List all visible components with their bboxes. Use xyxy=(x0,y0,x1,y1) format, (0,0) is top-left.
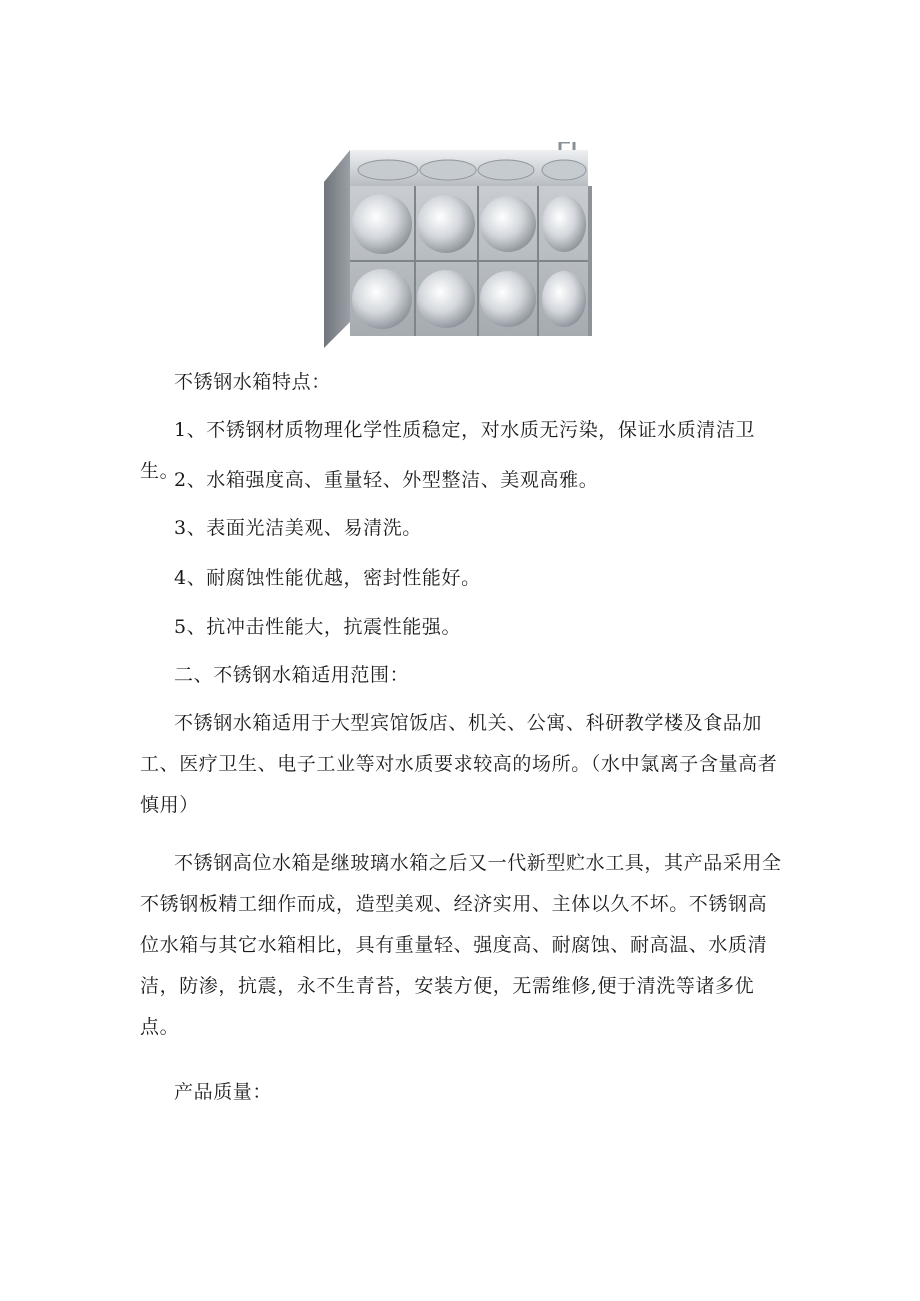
water-tank-image xyxy=(320,142,600,350)
feature-item-2: 2、水箱强度高、重量轻、外型整洁、美观高雅。 xyxy=(174,469,599,491)
scope-heading: 二、不锈钢水箱适用范围： xyxy=(174,664,410,686)
description-paragraph: 不锈钢高位水箱是继玻璃水箱之后又一代新型贮水工具，其产品采用全不锈钢板精工细作而成，造型美观、经济实用、主体以久不坏。不锈钢高位水箱与其它水箱相比，具有重量轻、强度高、耐腐蚀、耐高温、水质清洁，防渗，抗震，永不生青苔，安装方便，无需维修,便于清洗等诸多优点。 xyxy=(140,852,782,1038)
quality-heading: 产品质量： xyxy=(174,1081,273,1103)
feature-item-4: 4、耐腐蚀性能优越，密封性能好。 xyxy=(174,567,481,589)
scope-paragraph: 不锈钢水箱适用于大型宾馆饭店、机关、公寓、科研教学楼及食品加工、医疗卫生、电子工业等对水质要求较高的场所。（水中氯离子含量高者慎用） xyxy=(140,712,778,816)
feature-item-1: 1、不锈钢材质物理化学性质稳定，对水质无污染，保证水质清洁卫生。 xyxy=(140,419,756,482)
features-heading: 不锈钢水箱特点： xyxy=(174,371,331,393)
feature-item-3: 3、表面光洁美观、易清洗。 xyxy=(174,517,422,539)
feature-item-5: 5、抗冲击性能大，抗震性能强。 xyxy=(174,616,462,638)
